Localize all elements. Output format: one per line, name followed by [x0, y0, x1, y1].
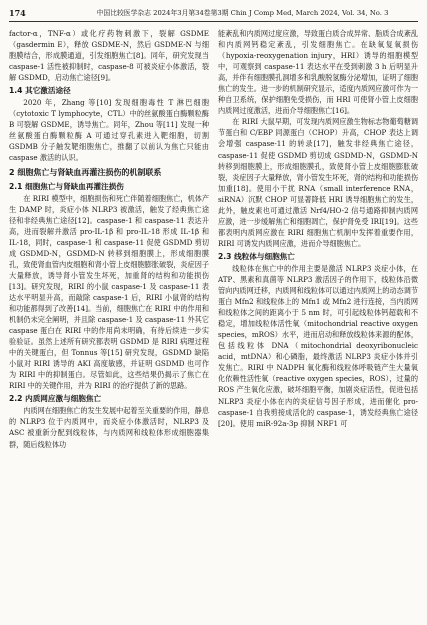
paragraph-2-3: 线粒体在焦亡中的作用主要是激活 NLRP3 炎症小体，在 ATP、黑素和真菌等 NLRP3 激活因子的作用下，线粒体沿微管向内质网迁移，内质网和线粒体可以通过内质网上的动态调节蛋白 Mfn2 和线粒体上的 Mfn1 或 Mfn2 进行连接，当内质网和线粒体之间的距离小于 5 nm 时，可引起线粒体钙超载和不稳定，增加线粒体活性氧（mitochondrial reactive oxygen species，mROS）水平，进而启动和释放线粒体来源的配体，包括线粒体 DNA（mitochondrial deoxyribonucleic acid，mtDNA）和心磷脂，最终激活 NLRP3 炎症小体并引发焦亡。RIRI 中 NADPH 氧化酶和线粒体呼吸链产生大量氧化依赖性活性氧（reactive oxygen species，ROS），过量的 ROS 产生氧化应激，破坏细胞平衡，加剧炎症活性，促进包括 NLRP3 炎症小体在内的炎症信号因子形成，进而催化 pro-caspase-1 自我剪接成活化的 caspase-1，诱发经典焦亡途径[20]。使用 miR-92a-3p 抑制 NRF1 可: [218, 263, 418, 428]
section-heading-1-4: 1.4 其它激活途径: [9, 86, 71, 96]
paragraph-2-1: 在 RIRI 模型中，细胞损伤和死亡伴随着细胞焦亡，机体产生 DAMP 时，炎症小体 NLRP3 被激活，触发了经典焦亡途径和非经典焦亡途径[12]。caspase-1 和 caspase-11 表达升高，进而裂解并激活 pro-IL-1β 和 pro-IL-18 形成 IL-1β 和 IL-18，同时，caspase-1 和 caspase-11 促使 GSDMD 剪切成 GSDMD-N，GSDMD-N 转移到细胞膜上，形成细胞膜孔，致使肾血管内皮细胞和肾小管上皮细胞膨胀破裂，炎症因子大量释放，诱导肾小管发生坏死，加重肾的结构和功能损伤[13]。研究发现，RIRI 的小鼠 caspase-1 及 caspase-11 表达水平明显升高，而敲除 caspase-1 后，RIRI 小鼠肾的结构和功能都得到了改善[14]。当前，细胞焦亡在 RIRI 中的作用和机制仍未完全阐明，并且除 caspase-1 及 caspase-11 外其它 caspase 蛋白在 RIRI 中的作用尚未明确，有待后续进一步实验验证。虽然上述所有研究都表明 GSDMD 是 RIRI 病理过程中的关键蛋白，但 Tonnus 等[15] 研究发现，GSDMD 缺陷小鼠对 RIRI 诱导的 AKI 高度敏感，并证明 GSDMD 也可作为 RIRI 中的抑制蛋白。尽管如此，这些结果仍揭示了焦亡在 RIRI 中的关键作用，并为 RIRI 的治疗提供了新的思路。: [9, 193, 209, 391]
section-heading-2-3: 2.3 线粒体与细胞焦亡: [218, 251, 295, 261]
section-heading-2: 2 细胞焦亡与肾缺血再灌注损伤的机制联系: [9, 167, 162, 177]
journal-citation-line: 中国比较医学杂志 2024年3月第34卷第3期 Chin J Comp Med, March 2024, Vol. 34, No. 3: [96, 9, 389, 17]
paragraph-right-continued: 能紊乱和内质网过度应激，导致蛋白质合成异常、脂质合成紊乱和内质网钙稳定紊乱，引发细胞焦亡。在缺氧复氧损伤（hypoxia-reoxygenation injury，HRI）诱导的细胞模型中，可观察到 caspase-11 表达水平在受到刺激 3 h 后明显升高，并伴有细胞膜孔洞增多和乳酸脱氢酶分泌增加，证明了细胞焦亡的发生。进一步的机制研究显示，适度内质网应激可作为一种自卫系统，保护细胞免受损伤，而 HRI 可使肾小管上皮细胞内质网过度激活，进而介导细胞焦亡[16]。: [218, 29, 418, 116]
running-header: [9, 5, 418, 22]
section-heading-2-2: 2.2 内质网应激与细胞焦亡: [9, 394, 102, 404]
page-number: 174: [9, 8, 26, 18]
paragraph-rat-early-stage: 在 RIRI 大鼠早期，可发现内质网应激生物标志物葡萄糖调节蛋白和 C/EBP 同源蛋白（CHOP）升高，CHOP 表达上调会增强 caspase-11 的转录[17]，触发非经典焦亡途径，caspase-11 促使 GSDMD 剪切成 GSDMD-N，GSDMD-N 转移到细胞膜上，形成细胞膜孔，致使肾小管上皮细胞膨胀破裂，炎症因子大量释放，肾小管发生坏死，肾的结构和功能损伤加重[18]。使用小干扰 RNA（small interference RNA，siRNA）沉默 CHOP 可显著降低 HRI 诱导细胞焦亡的发生，此外，触皮素也可通过激活 Nrf4/HO-2 信号通路抑制内质网应激，进一步缓解焦亡和细胞凋亡，保护肾免受 IRI[19]。这些都表明内质网应激在 RIRI 细胞焦亡机制中发挥着重要作用，RIRI 可诱发内质网应激，进而介导细胞焦亡。: [218, 117, 418, 248]
paragraph-2-2: 内质网在细胞焦亡的发生发展中起着至关重要的作用，静息的 NLRP3 位于内质网中，而炎症小体激活时，NLRP3 及 ASC 被重新分配到线粒体，与内质网和线粒体形成细胞器集群，随后线粒体功: [9, 406, 209, 449]
section-heading-2-1: 2.1 细胞焦亡与肾缺血再灌注损伤: [9, 181, 124, 191]
paragraph-top-continued: factor-α，TNF-α）或化疗药物刺激下，裂解 GSDME（gasdermin E），释放 GSDME-N，然后 GSDME-N 与细胞膜结合，形成膜通道，引发细胞焦亡[8]。同年，研究发现当 caspase-1 活性被抑制时，caspase-8 可被炎症小体激活，裂解 GSDMD，启动焦亡途径[9]。: [9, 29, 209, 83]
paragraph-1-4: 2020 年，Zhang 等[10] 发现细胞毒性 T 淋巴细胞（cytotoxic T lymphocyte，CTL）中的丝氨酸蛋白酶颗粒酶 B 可裂解 GSDME，诱导焦亡。同年，Zhou 等[11] 发现一种丝氨酸蛋白酶颗粒酶 A 可通过穿孔素进入靶细胞，切割 GSDMB 分子触发靶细胞焦亡，推翻了以前认为焦亡只能由 caspase 激活的认识。: [9, 98, 209, 163]
left-column: [9, 28, 209, 622]
right-column: [218, 28, 418, 622]
